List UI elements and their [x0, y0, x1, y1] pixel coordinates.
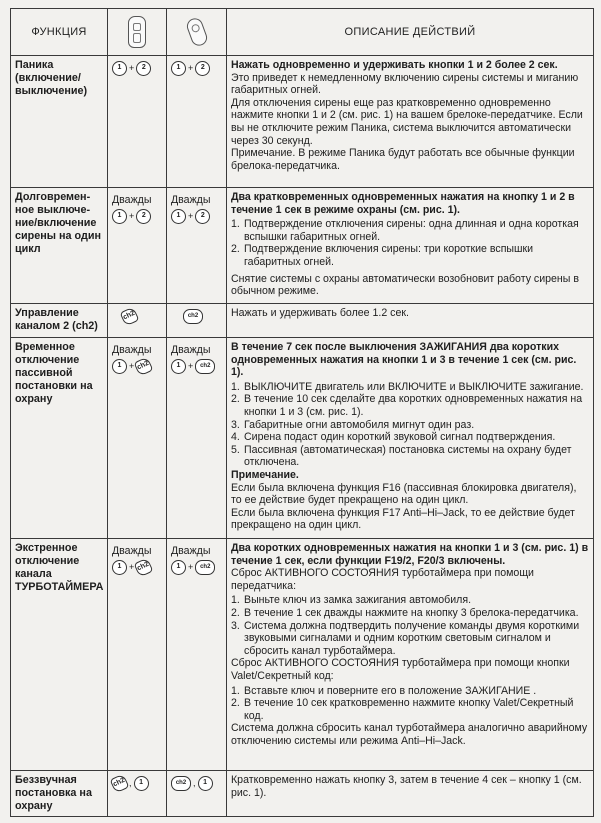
- functions-table: [10, 8, 594, 817]
- button-1-icon: 1: [198, 776, 213, 791]
- list-item: 2. Подтверждение включения сирены: три короткие вспышки габаритных огней.: [231, 243, 534, 268]
- press-count: Дважды: [112, 545, 152, 557]
- button-ch2-icon: ch2: [195, 560, 215, 575]
- description-text: Нажать и удерживать более 1.2 сек.: [231, 307, 409, 319]
- button-1-icon: 1: [171, 359, 186, 374]
- list-item: 1. Вставьте ключ и поверните его в положение ЗАЖИГАНИЕ .: [231, 684, 537, 697]
- description-text: В течение 7 сек после выключения ЗАЖИГАНИЯ два коротких одновременных нажатия на кнопки 1 и 3 в течение 1 сек (см. рис. 1).: [231, 341, 577, 379]
- description-text: Сброс АКТИВНОГО СОСТОЯНИЯ турботаймера при помощи кнопки Valet/Секретный код:: [231, 657, 570, 682]
- table-row: [11, 304, 594, 338]
- description-text: Система должна сбросить канал турботаймера аналогично аварийному отключению системы или режима Anti–Hi–Jack.: [231, 722, 588, 747]
- function-name: Беззвучная постановка на охрану: [11, 771, 108, 817]
- column-header-fob2: [167, 9, 227, 56]
- column-header-function: ФУНКЦИЯ: [11, 9, 108, 56]
- press-count: Дважды: [171, 545, 211, 557]
- button-2-icon: 2: [136, 209, 151, 224]
- fob2-buttons-cell: Дважды 1 + ch2: [167, 539, 227, 771]
- button-1-icon: 1: [171, 61, 186, 76]
- button-ch2-icon: ch2: [134, 557, 154, 577]
- button-1-icon: 1: [112, 359, 127, 374]
- function-name: Временное отключение пассивной постановки на охрану: [11, 338, 108, 539]
- function-name: Экстренное отключение канала ТУРБОТАЙМЕРА: [11, 539, 108, 771]
- button-ch2-icon: ch2: [183, 309, 203, 324]
- description-cell: [227, 338, 594, 539]
- table-row: [11, 188, 594, 304]
- description-note-title: Примечание.: [231, 468, 299, 481]
- description-text: Это приведет к немедленному включению сирены системы и миганию габаритных огней.: [231, 71, 579, 97]
- column-header-description: ОПИСАНИЕ ДЕЙСТВИЙ: [227, 9, 594, 56]
- description-text: Для отключения сирены еще раз кратковременно одновременно нажмите кнопки 1 и 2 (см. рис. 1) на вашем брелоке-передатчике. Если вы не отключите режим Паника, система выключится автоматически через 30 секунд.: [231, 96, 583, 147]
- description-cell: [227, 539, 594, 771]
- table-row: [11, 771, 594, 817]
- description-cell: [227, 188, 594, 304]
- steps-list: [231, 594, 589, 657]
- fob1-buttons-cell: Дважды 1 + ch2: [108, 539, 167, 771]
- description-text: Нажать одновременно и удерживать кнопки 1 и 2 более 2 сек.: [231, 59, 558, 71]
- list-item: 3. Габаритные огни автомобиля мигнут один раз.: [231, 418, 475, 431]
- fob1-buttons-cell: [108, 304, 167, 338]
- steps-list: [231, 218, 589, 268]
- list-item: 1. Выньте ключ из замка зажигания автомобиля.: [231, 594, 472, 607]
- button-ch2-icon: ch2: [195, 359, 215, 374]
- description-text: Два кратковременных одновременных нажатия на кнопку 1 и 2 в течение 1 сек в режиме охраны (см. рис. 1).: [231, 191, 575, 216]
- description-note: Примечание. В режиме Паника будут работать все обычные функции брелока-передатчика.: [231, 147, 575, 172]
- press-count: Дважды: [171, 344, 211, 356]
- fob1-buttons-cell: 1 + 2: [108, 56, 167, 188]
- table-row: [11, 56, 594, 188]
- button-2-icon: 2: [136, 61, 151, 76]
- table-header-row: [11, 9, 594, 56]
- description-text: Снятие системы с охраны автоматически возобновит работу сирены в обычном режиме.: [231, 272, 579, 298]
- description-cell: [227, 56, 594, 188]
- list-item: 3. Система должна подтвердить получение команды двумя короткими звуковыми сигналами и одним коротким световым сигналом и сбросить канал турботаймера.: [231, 619, 580, 657]
- press-count: Дважды: [112, 194, 152, 206]
- list-item: 5. Пассивная (автоматическая) постановка системы на охрану будет отключена.: [231, 443, 572, 469]
- function-name: Паника (включение/ выключение): [11, 56, 108, 188]
- button-1-icon: 1: [171, 560, 186, 575]
- list-item: 1. Подтверждение отключения сирены: одна длинная и одна короткая вспышки габаритных огней.: [231, 218, 579, 243]
- function-name: Управление каналом 2 (ch2): [11, 304, 108, 338]
- description-text: Сброс АКТИВНОГО СОСТОЯНИЯ турботаймера при помощи передатчика:: [231, 567, 534, 592]
- remote-fob-small-icon: [184, 16, 209, 48]
- list-item: 2. В течение 10 сек сделайте два коротких одновременных нажатия на кнопки 1 и 3 (см. рис. 1).: [231, 393, 583, 418]
- description-text: Кратковременно нажать кнопку 3, затем в течение 4 сек – кнопку 1 (см. рис. 1).: [231, 774, 582, 799]
- button-1-icon: 1: [112, 61, 127, 76]
- description-text: Два коротких одновременных нажатия на кнопки 1 и 3 (см. рис. 1) в течение 1 сек, если функции F19/2, F20/3 включены.: [231, 542, 589, 567]
- fob2-buttons-cell: [167, 304, 227, 338]
- button-ch2-icon: ch2: [120, 307, 140, 327]
- remote-fob-lcd-icon: [128, 16, 146, 48]
- description-cell: [227, 304, 594, 338]
- button-2-icon: 2: [195, 209, 210, 224]
- button-ch2-icon: ch2: [134, 356, 154, 376]
- table-row: [11, 539, 594, 771]
- button-1-icon: 1: [134, 776, 149, 791]
- table-row: [11, 338, 594, 539]
- button-1-icon: 1: [112, 209, 127, 224]
- button-1-icon: 1: [112, 560, 127, 575]
- fob1-buttons-cell: Дважды 1 + 2: [108, 188, 167, 304]
- description-text: Если была включена функция F16 (пассивная блокировка двигателя), то ее действие будет прекращено на один цикл.: [231, 481, 577, 507]
- button-ch2-icon: ch2: [171, 776, 191, 791]
- button-1-icon: 1: [171, 209, 186, 224]
- description-cell: [227, 771, 594, 817]
- description-text: Если была включена функция F17 Anti–Hi–Jack, то ее действие будет прекращено на один цикл.: [231, 506, 575, 532]
- steps-list: [231, 685, 589, 723]
- list-item: 2. В течение 1 сек дважды нажмите на кнопку 3 брелока-передатчика.: [231, 606, 579, 619]
- function-name: Долговремен-ное выключе-ние/включение сирены на один цикл: [11, 188, 108, 304]
- button-2-icon: 2: [195, 61, 210, 76]
- fob2-buttons-cell: ch2 , 1: [167, 771, 227, 817]
- press-count: Дважды: [171, 194, 211, 206]
- fob1-buttons-cell: ch2 , 1: [108, 771, 167, 817]
- steps-list: [231, 381, 589, 469]
- list-item: 1. ВЫКЛЮЧИТЕ двигатель или ВКЛЮЧИТЕ и ВЫКЛЮЧИТЕ зажигание.: [231, 380, 584, 393]
- list-item: 2. В течение 10 сек кратковременно нажмите кнопку Valet/Секретный код.: [231, 697, 574, 722]
- press-count: Дважды: [112, 344, 152, 356]
- fob2-buttons-cell: 1 + 2: [167, 56, 227, 188]
- list-item: 4. Сирена подаст один короткий звуковой сигнал подтверждения.: [231, 431, 556, 444]
- fob1-buttons-cell: Дважды 1 + ch2: [108, 338, 167, 539]
- fob2-buttons-cell: Дважды 1 + 2: [167, 188, 227, 304]
- fob2-buttons-cell: Дважды 1 + ch2: [167, 338, 227, 539]
- column-header-fob1: [108, 9, 167, 56]
- button-ch2-icon: ch2: [110, 774, 130, 794]
